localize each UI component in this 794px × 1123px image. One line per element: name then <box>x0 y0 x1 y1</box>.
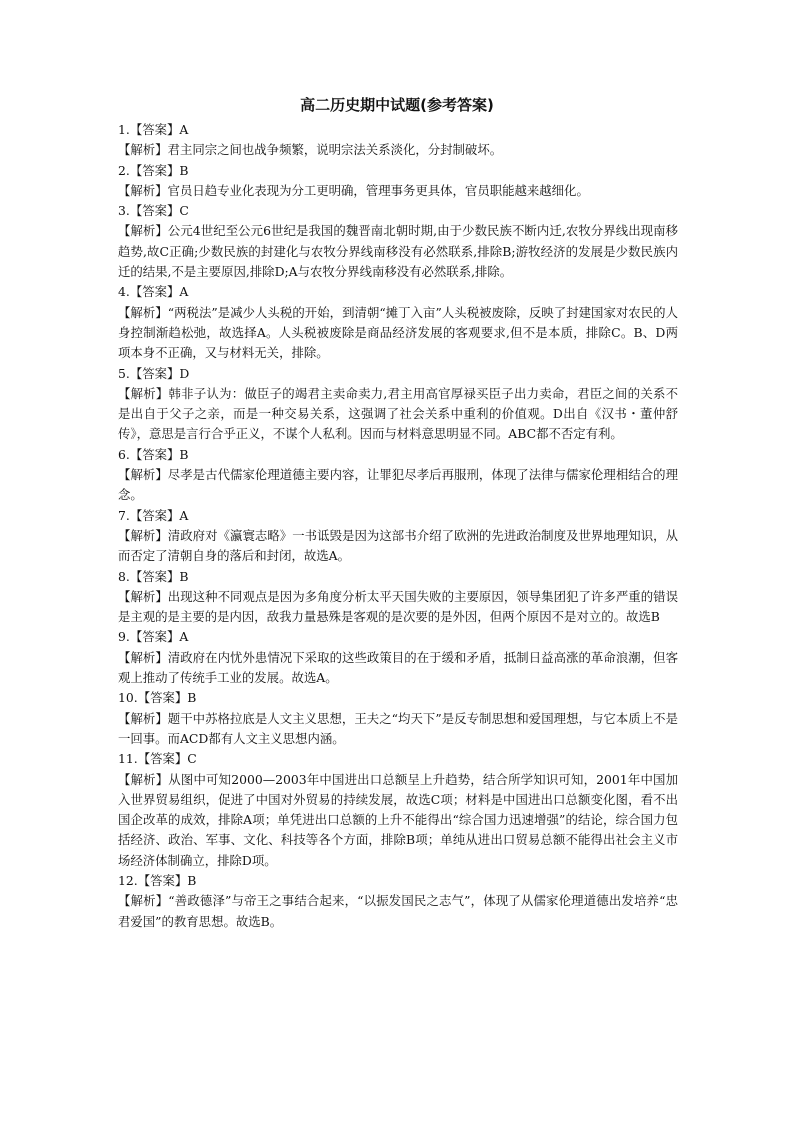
answer-key <box>118 120 678 932</box>
analysis-text: 【解析】君主同宗之间也战争频繁，说明宗法关系淡化，分封制破坏。 <box>118 142 503 158</box>
question-block <box>118 201 678 282</box>
answer-line: 1.【答案】A <box>118 122 189 137</box>
analysis-text: 【解析】清政府对《瀛寰志略》一书诋毁是因为这部书介绍了欧洲的先进政治制度及世界地理知识，从而否定了清朝自身的落后和封闭，故选A。 <box>118 527 678 564</box>
answer-line: 10.【答案】B <box>118 690 197 706</box>
question-block <box>118 506 678 567</box>
analysis-text: 【解析】官员日趋专业化表现为分工更明确，管理事务更具体，官员职能越来越细化。 <box>118 182 589 198</box>
question-block <box>118 627 678 688</box>
analysis-text: 【解析】“善政德泽”与帝王之事结合起来，“以振发国民之志气”，体现了从儒家伦理道德出发培养“忠君爱国”的教育思想。故选B。 <box>118 893 678 929</box>
question-block <box>118 688 678 749</box>
question-block <box>118 161 678 202</box>
question-block <box>118 567 678 628</box>
analysis-text: 【解析】题干中苏格拉底是人文主义思想，王夫之“均天下”是反专制思想和爱国理想，与它本质上不是一回事。而ACD都有人文主义思想内涵。 <box>118 710 678 746</box>
question-block <box>118 364 678 445</box>
answer-line: 3.【答案】C <box>118 203 189 219</box>
question-block <box>118 120 678 161</box>
answer-line: 11.【答案】C <box>118 751 197 767</box>
answer-line: 9.【答案】A <box>118 629 189 645</box>
answer-line: 7.【答案】A <box>118 507 189 523</box>
analysis-text: 【解析】从图中可知2000—2003年中国进出口总额呈上升趋势，结合所学知识可知，2001年中国加入世界贸易组织，促进了中国对外贸易的持续发展，故选C项；材料是中国进出口总额变化图，看不出国企改革的成效，排除A项；单凭进出口总额的上升不能得出“综合国力迅速增强”的结论，综合国力包括经济、政治、军事、文化、科技等各个方面，排除B项；单纯从进出口贸易总额不能得出社会主义市场经济体制确立，排除D项。 <box>118 771 678 868</box>
answer-line: 2.【答案】B <box>118 162 189 178</box>
question-block <box>118 445 678 506</box>
analysis-text: 【解析】韩非子认为：做臣子的竭君主卖命卖力,君主用高官厚禄买臣子出力卖命，君臣之间的关系不是出自于父子之亲，而是一种交易关系，这强调了社会关系中重利的价值观。D出自《汉书・董仲舒传》，意思是言行合乎正义，不谋个人私利。因而与材料意思明显不同。ABC都不否定有利。 <box>118 385 678 442</box>
analysis-text: 【解析】出现这种不同观点是因为多角度分析太平天国失败的主要原因，领导集团犯了许多严重的错误是主观的是主要的是内因，敌我力量悬殊是客观的是次要的是外因，但两个原因不是对立的。故选B <box>118 588 678 625</box>
analysis-text: 【解析】尽孝是古代儒家伦理道德主要内容，让罪犯尽孝后再服刑，体现了法律与儒家伦理相结合的理念。 <box>118 467 678 503</box>
analysis-text: 【解析】“两税法”是减少人头税的开始，到清朝“摊丁入亩”人头税被废除，反映了封建国家对农民的人身控制渐趋松弛，故选择A。人头税被废除是商品经济发展的客观要求,但不是本质，排除C。B、D两项本身不正确，又与材料无关，排除。 <box>118 304 678 361</box>
answer-line: 8.【答案】B <box>118 568 189 584</box>
analysis-text: 【解析】清政府在内忧外患情况下采取的这些政策目的在于缓和矛盾，抵制日益高涨的革命浪潮，但客观上推动了传统手工业的发展。故选A。 <box>118 649 678 686</box>
question-block <box>118 282 678 363</box>
analysis-text: 【解析】公元4世纪至公元6世纪是我国的魏晋南北朝时期,由于少数民族不断内迁,农牧分界线出现南移趋势,故C正确;少数民族的封建化与农牧分界线南移没有必然联系,排除B;游牧经济的发展是少数民族内迁的结果,不是主要原因,排除D;A与农牧分界线南移没有必然联系,排除。 <box>118 223 678 280</box>
answer-line: 12.【答案】B <box>118 872 197 888</box>
answer-line: 5.【答案】D <box>118 365 190 381</box>
question-block <box>118 871 678 932</box>
answer-line: 4.【答案】A <box>118 284 189 300</box>
page-title: 高二历史期中试题(参考答案) <box>300 96 494 114</box>
question-block <box>118 749 678 871</box>
answer-line: 6.【答案】B <box>118 446 189 462</box>
